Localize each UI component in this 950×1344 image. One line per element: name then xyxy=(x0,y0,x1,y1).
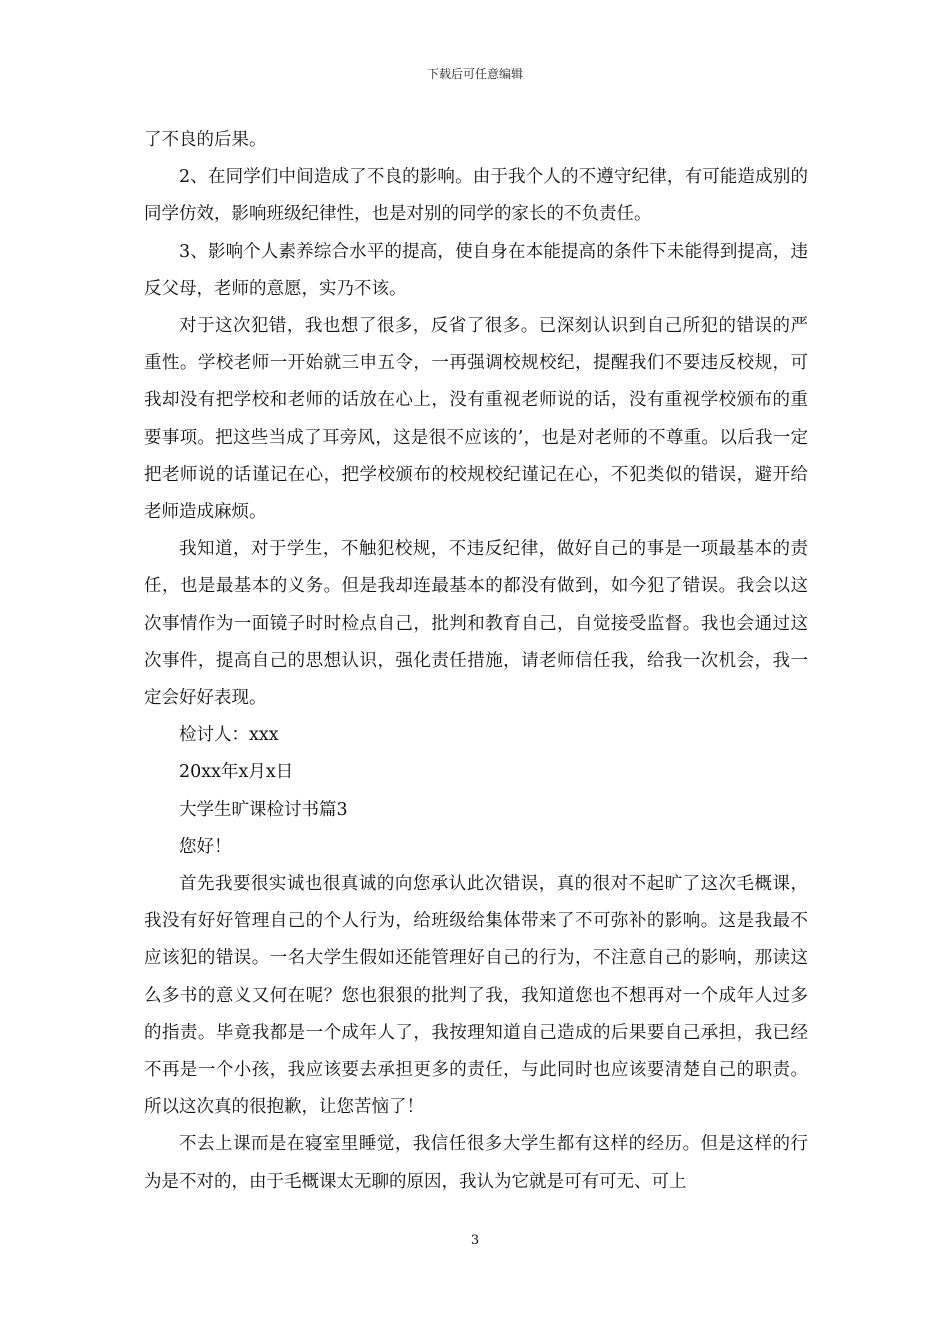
paragraph: 不去上课而是在寝室里睡觉，我信任很多大学生都有这样的经历。但是这样的行为是不对的，由于毛概课太无聊的原因，我认为它就是可有可无、可上 xyxy=(144,1134,808,1192)
date-line: 20xx年x月x日 xyxy=(179,762,294,783)
paragraph: 首先我要很实诚也很真诚的向您承认此次错误，真的很对不起旷了这次毛概课，我没有好好管理自己的个人行为，给班级给集体带来了不可弥补的影响。这是我最不应该犯的错误。一名大学生假如还能管理好自己的行为，不注意自己的影响，那读这么多书的意义又何在呢？您也狠狠的批判了我，我知道您也不想再对一个成年人过多的指责。毕竟我都是一个成年人了，我按理知道自己造成的后果要自己承担，我已经不再是一个小孩，我应该要去承担更多的责任，与此同时也应该要清楚自己的职责。所以这次真的很抱歉，让您苦恼了！ xyxy=(144,874,808,1118)
paragraph: 了不良的后果。 xyxy=(144,130,267,150)
greeting: 您好！ xyxy=(179,836,232,857)
page-number: 3 xyxy=(470,1233,480,1248)
document-body xyxy=(144,122,808,1201)
section-title: 大学生旷课检讨书篇3 xyxy=(179,799,348,820)
paragraph: 我知道，对于学生，不触犯校规，不违反纪律，做好自己的事是一项最基本的责任，也是最基本的义务。但是我却连最基本的都没有做到，如今犯了错误。我会以这次事情作为一面镜子时时检点自己，批判和教育自己，自觉接受监督。我也会通过这次事件，提高自己的思想认识，强化责任措施，请老师信任我，给我一次机会，我一定会好好表现。 xyxy=(144,539,808,709)
paragraph: 对于这次犯错，我也想了很多，反省了很多。已深刻认识到自己所犯的错误的严重性。学校老师一开始就三申五令，一再强调校规校纪，提醒我们不要违反校规，可我却没有把学校和老师的话放在心上，没有重视老师说的话，没有重视学校颁布的重要事项。把这些当成了耳旁风，这是很不应该的’，也是对老师的不尊重。以后我一定把老师说的话谨记在心，把学校颁布的校规校纪谨记在心，不犯类似的错误，避开给老师造成麻烦。 xyxy=(144,316,808,523)
signature-line: 检讨人：xxx xyxy=(179,725,279,746)
paragraph: 2、在同学们中间造成了不良的影响。由于我个人的不遵守纪律，有可能造成别的同学仿效，影响班级纪律性，也是对别的同学的家长的不负责任。 xyxy=(144,167,808,225)
page-header: 下载后可任意编辑 xyxy=(426,67,523,81)
paragraph: 3、影响个人素养综合水平的提高，使自身在本能提高的条件下未能得到提高，违反父母，老师的意愿，实乃不该。 xyxy=(144,241,808,299)
